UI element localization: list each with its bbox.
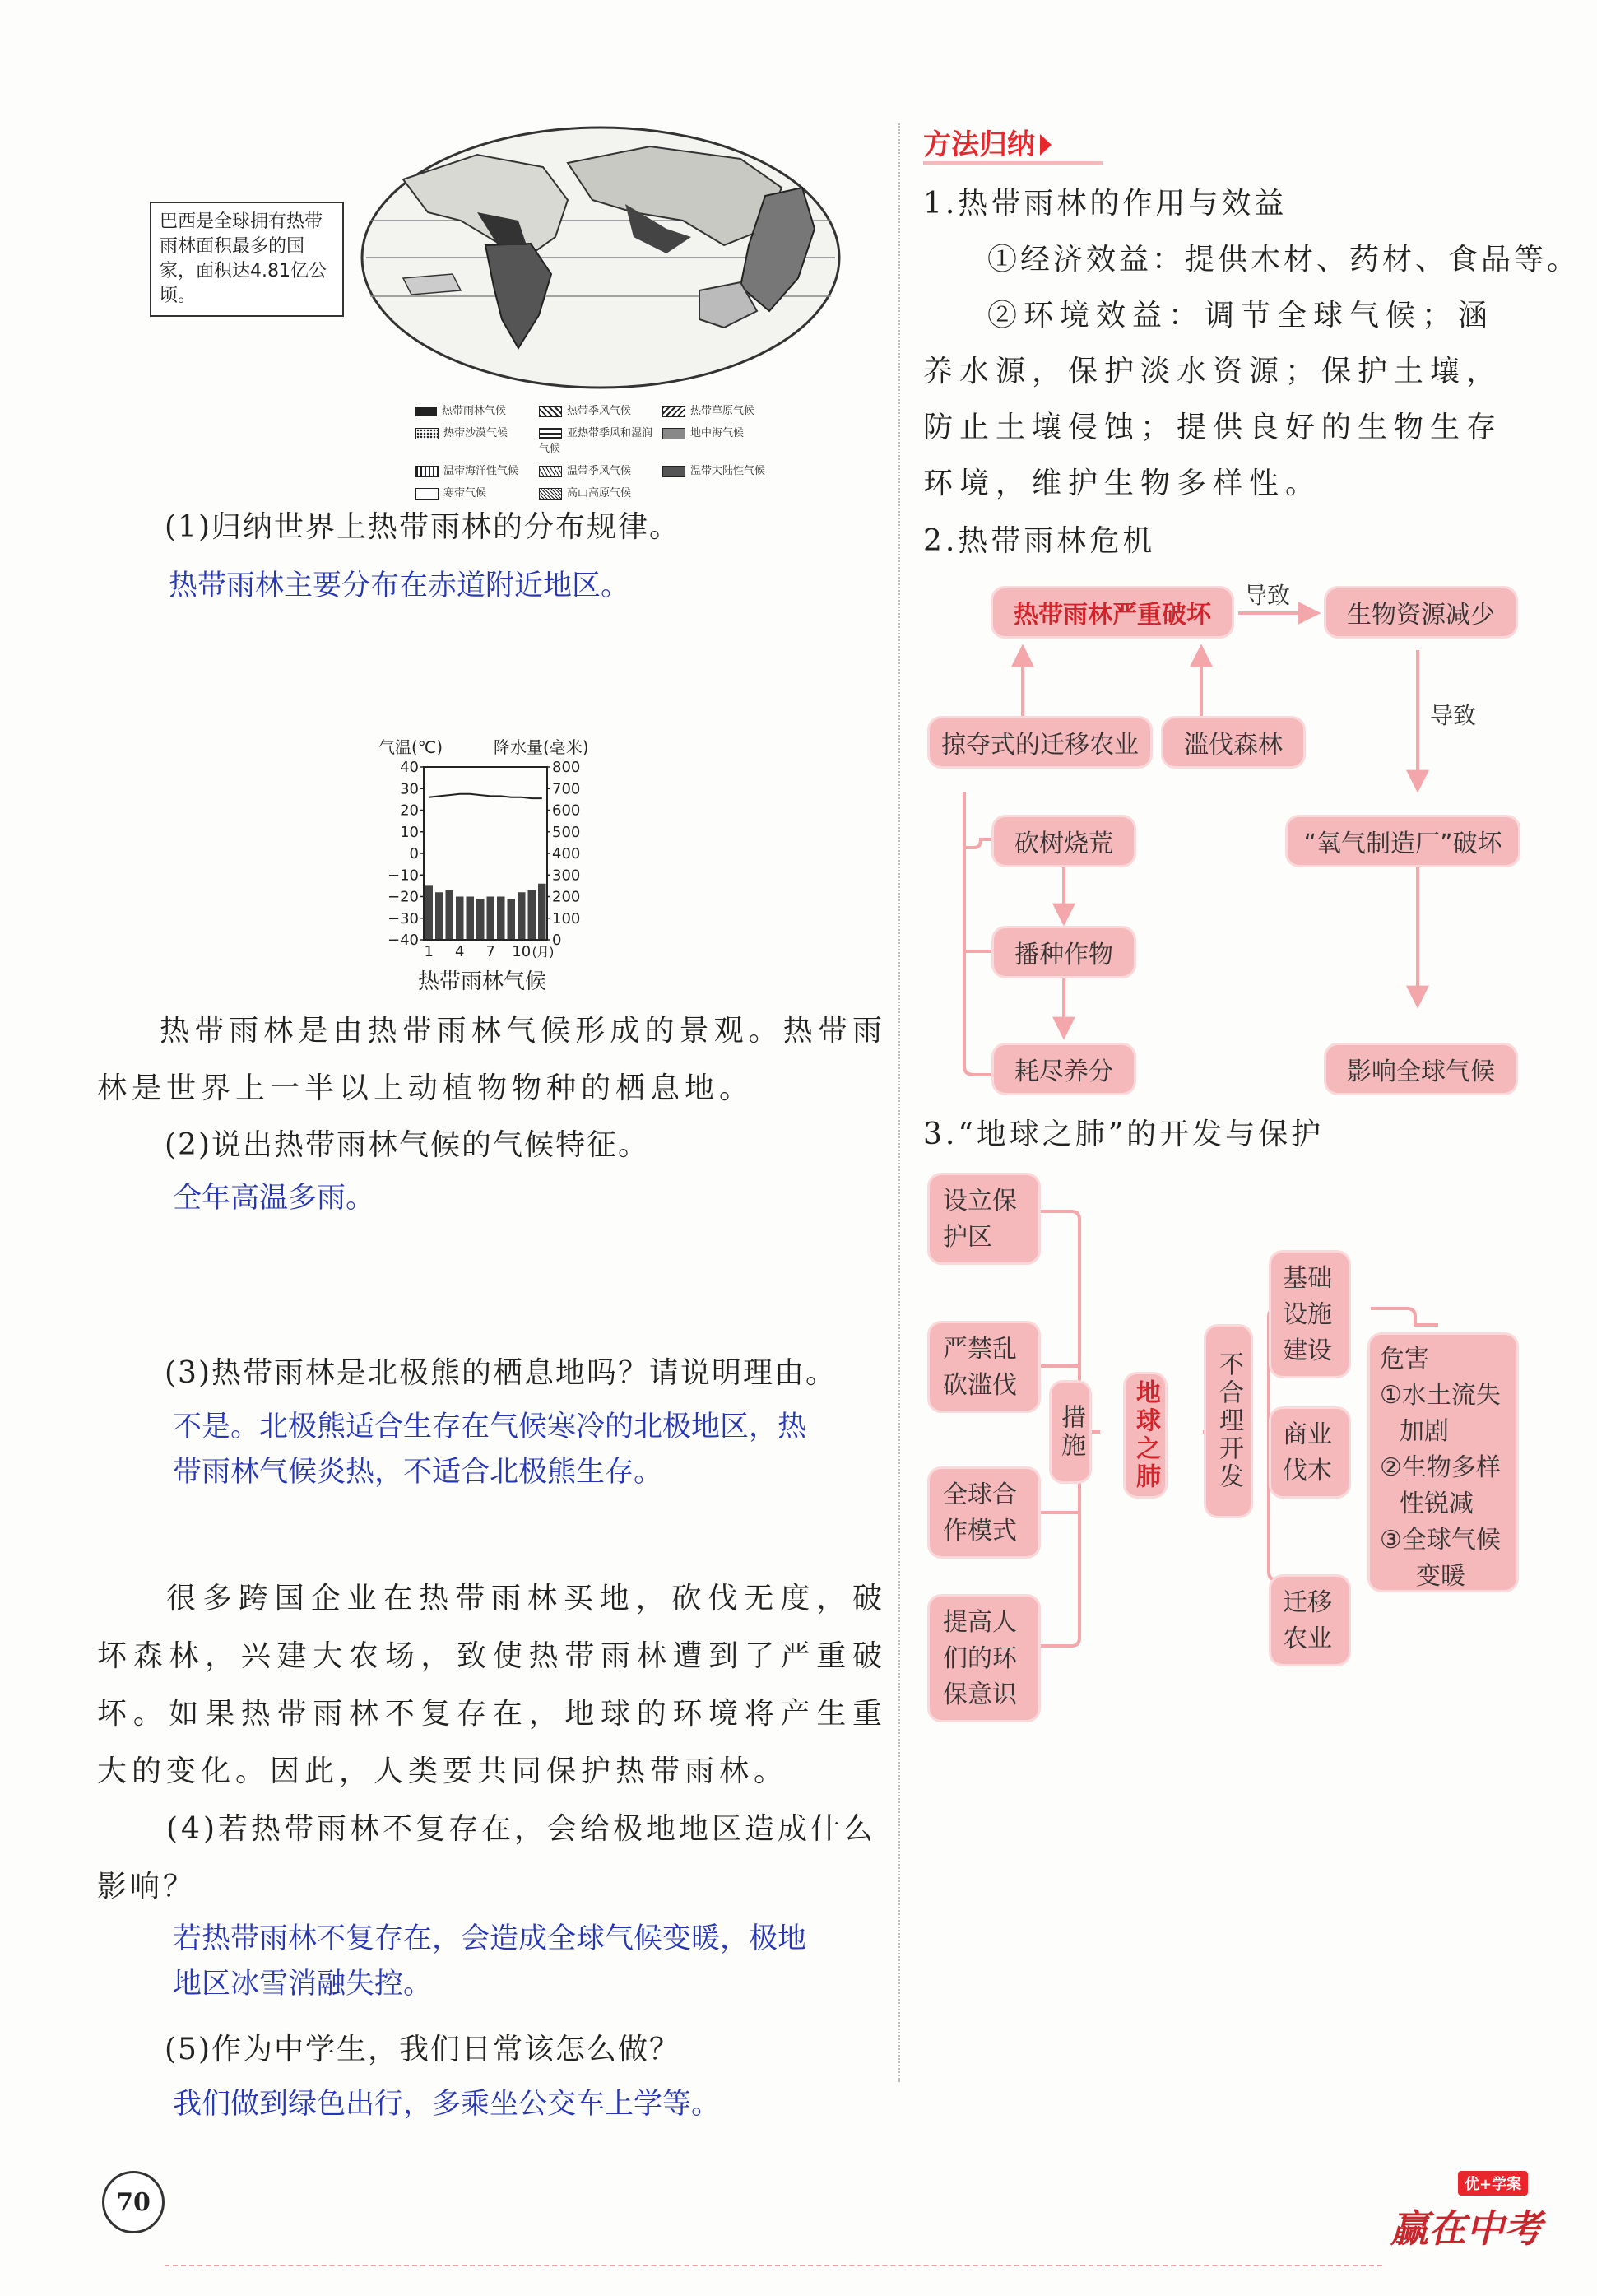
harm-1b: 加剧 (1400, 1417, 1449, 1446)
label-lead-2: 导致 (1430, 702, 1477, 729)
left-tick-label: −40 (388, 932, 419, 949)
node-migrating-agriculture: 掠夺式的迁移农业 (930, 718, 1150, 766)
temperature-line (429, 794, 542, 798)
climate-chart (362, 732, 609, 1004)
legend-item: 高山高原气候 (539, 484, 662, 500)
harm-3: ③全球气候 (1380, 1526, 1501, 1555)
precip-bar (446, 890, 454, 940)
precip-bar (518, 892, 526, 940)
answer-1: 热带雨林主要分布在赤道附近地区。 (169, 569, 630, 602)
harm-title: 危害 (1380, 1345, 1429, 1373)
triangle-icon (1040, 134, 1052, 156)
left-tick-label: −10 (388, 867, 419, 885)
legend-item: 热带雨林气候 (415, 402, 539, 417)
precip-bar (538, 884, 546, 940)
section-3-title: 3.“地球之肺”的开发与保护 (923, 1118, 1325, 1151)
x-tick-label: 10 (512, 943, 532, 960)
footer-rule (165, 2265, 1382, 2266)
harm-3b: 变暖 (1416, 1562, 1465, 1591)
node-overlogging: 滥伐森林 (1163, 718, 1303, 766)
precip-bar (497, 897, 505, 941)
x-tick-label: (月) (532, 945, 555, 960)
map-legend (415, 402, 786, 500)
legend-item: 温带大陆性气候 (662, 462, 786, 477)
question-5: (5)作为中学生，我们日常该怎么做？ (165, 2033, 680, 2066)
precip-bar (508, 899, 516, 940)
question-2: (2)说出热带雨林气候的气候特征。 (165, 1128, 649, 1162)
right-tick-label: 600 (552, 802, 581, 820)
paragraph-1: 热带雨林是由热带雨林气候形成的景观。热带雨林是世界上一半以上动植物物种的栖息地。 (97, 1014, 887, 1105)
answer-4-line-2: 地区冰雪消融失控。 (173, 1968, 433, 2001)
precip-bar (435, 892, 443, 940)
world-climate-map (354, 122, 847, 393)
chart-right-unit: 降水量(毫米) (494, 737, 589, 757)
legend-item: 热带季风气候 (539, 402, 662, 417)
answer-2: 全年高温多雨。 (173, 1182, 375, 1215)
measure-nature-reserve: 设立保护区 (930, 1175, 1038, 1262)
right-tick-label: 300 (552, 867, 581, 885)
precip-bar (456, 897, 464, 941)
right-tick-label: 700 (552, 780, 581, 798)
right-tick-label: 800 (552, 759, 581, 776)
answer-4-line-1: 若热带雨林不复存在，会造成全球气候变暖，极地 (173, 1922, 807, 1955)
precip-bar (476, 899, 485, 940)
precip-bar (467, 897, 475, 941)
legend-item: 温带海洋性气候 (415, 462, 539, 477)
legend-item: 亚热带季风和湿润气候 (539, 427, 653, 455)
measure-ban-logging: 严禁乱砍滥伐 (930, 1323, 1038, 1411)
section-1-line-2: ②环境效益：调节全球气候；涵养水源，保护淡水资源；保护土壤，防止土壤侵蚀；提供良好的生物生存环境，维护生物多样性。 (923, 299, 1503, 500)
measure-global-cooperation: 全球合作模式 (930, 1469, 1038, 1556)
climate-chart-svg (362, 732, 609, 1004)
question-1: (1)归纳世界上热带雨林的分布规律。 (165, 510, 680, 544)
legend-item: 热带沙漠气候 (415, 424, 539, 455)
legend-item: 寒带气候 (415, 484, 539, 500)
harm-box (1370, 1335, 1516, 1590)
section-1-line-1: ①经济效益：提供木材、药材、食品等。 (987, 243, 1581, 277)
right-tick-label: 100 (552, 909, 581, 927)
harm-2b: 性锐减 (1400, 1490, 1474, 1518)
question-3: (3)热带雨林是北极熊的栖息地吗？请说明理由。 (165, 1356, 837, 1390)
section-1-title: 1.热带雨林的作用与效益 (923, 187, 1288, 221)
answer-3-line-2: 带雨林气候炎热，不适合北极熊生存。 (173, 1456, 663, 1489)
node-earth-lungs: 地球之肺 (1126, 1374, 1165, 1496)
x-tick-label: 1 (424, 943, 434, 960)
harm-1: ①水土流失 (1380, 1381, 1501, 1410)
node-bio-resources-decrease: 生物资源减少 (1326, 588, 1516, 636)
dev-migrating-agriculture: 迁移农业 (1271, 1577, 1349, 1664)
harm-2: ②生物多样 (1380, 1453, 1501, 1482)
column-divider (898, 123, 900, 2082)
question-4: (4)若热带雨林不复存在，会给极地地区造成什么影响？ (97, 1812, 876, 1903)
x-tick-label: 7 (485, 943, 495, 960)
legend-item: 温带季风气候 (539, 462, 662, 477)
chart-caption: 热带雨林气候 (418, 969, 547, 994)
dev-commercial-logging: 商业伐木 (1271, 1409, 1349, 1496)
paragraph-2: 很多跨国企业在热带雨林买地，砍伐无度，破坏森林，兴建大农场，致使热带雨林遭到了严重破坏。如果热带雨林不复存在，地球的环境将产生重大的变化。因此，人类要共同保护热带雨林。 (97, 1582, 887, 1788)
left-tick-label: 10 (400, 823, 419, 841)
measure-raise-awareness: 提高人们的环保意识 (930, 1597, 1038, 1720)
answer-5: 我们做到绿色出行，多乘坐公交车上学等。 (173, 2088, 721, 2121)
node-affect-global-climate: 影响全球气候 (1326, 1045, 1516, 1093)
x-tick-label: 4 (455, 943, 465, 960)
answer-3-line-1: 不是。北极熊适合生存在气候寒冷的北极地区，热 (173, 1411, 807, 1443)
label-lead-1: 导致 (1244, 582, 1291, 609)
precip-bar (528, 890, 536, 940)
right-tick-label: 200 (552, 888, 581, 906)
node-slash-burn: 砍树烧荒 (994, 817, 1134, 865)
right-tick-label: 0 (552, 932, 562, 949)
legend-item: 热带草原气候 (662, 402, 786, 417)
brand-small: 优+学案 (1458, 2171, 1528, 2196)
page-number: 70 (102, 2171, 165, 2233)
method-title-underline (923, 161, 1103, 165)
precip-bar (487, 897, 495, 941)
method-title: 方法归纳 (923, 122, 1052, 162)
right-tick-label: 400 (552, 845, 581, 862)
dev-infrastructure: 基础设施建设 (1271, 1253, 1349, 1376)
node-exhaust-nutrients: 耗尽养分 (994, 1045, 1134, 1093)
left-tick-label: 40 (400, 759, 419, 776)
legend-item: 地中海气候 (662, 424, 786, 455)
node-measures: 措施 (1052, 1383, 1089, 1481)
right-tick-label: 500 (552, 823, 581, 841)
map-note: 巴西是全球拥有热带雨林面积最多的国家，面积达4.81亿公顷。 (150, 202, 344, 317)
node-plant-crops: 播种作物 (994, 928, 1134, 976)
chart-left-unit: 气温(℃) (378, 737, 443, 757)
left-tick-label: −20 (388, 888, 419, 906)
node-irrational-development: 不合理开发 (1206, 1327, 1251, 1516)
node-rainforest-destroyed: 热带雨林严重破坏 (993, 588, 1232, 636)
left-tick-label: 0 (409, 845, 419, 862)
left-tick-label: 30 (400, 780, 419, 798)
left-tick-label: 20 (400, 802, 419, 820)
node-oxygen-factory-destroyed: “氧气制造厂”破坏 (1288, 817, 1518, 865)
precip-bar (425, 885, 434, 940)
left-tick-label: −30 (388, 909, 419, 927)
section-2-title: 2.热带雨林危机 (923, 524, 1156, 558)
brand-logo: 赢在中考 (1390, 2206, 1542, 2251)
